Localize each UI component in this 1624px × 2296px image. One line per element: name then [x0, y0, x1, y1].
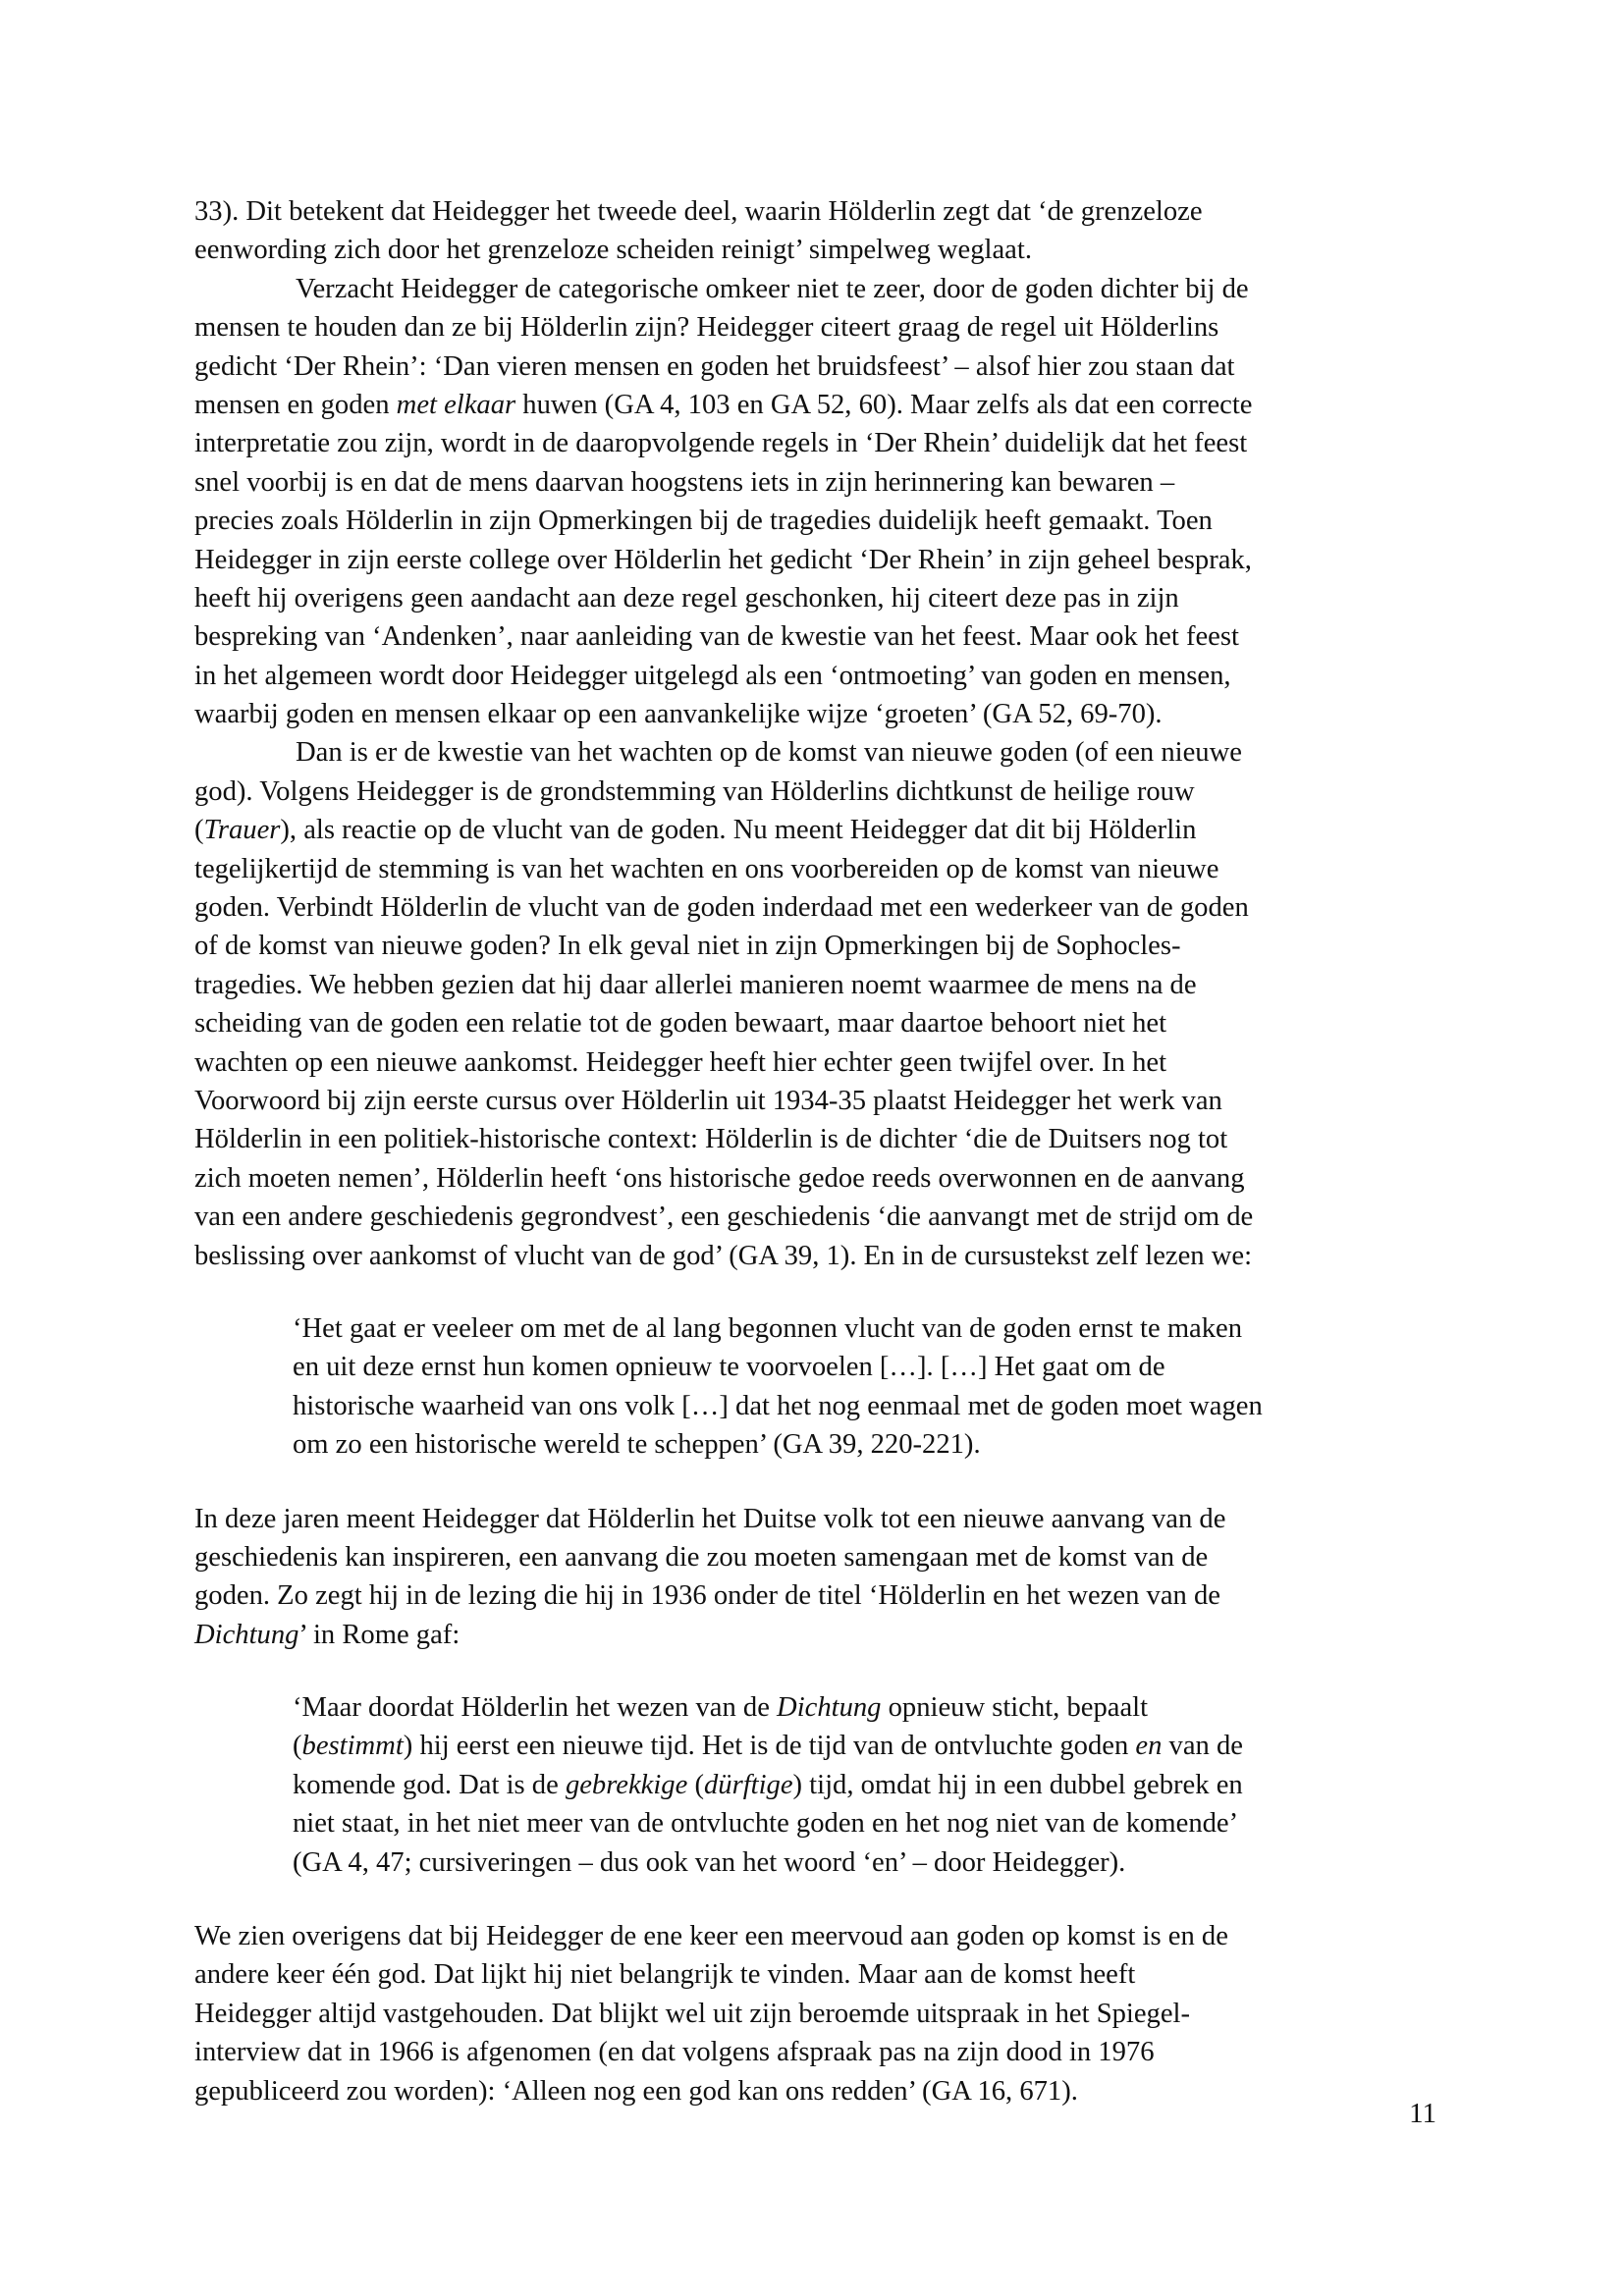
- text-segment: van de: [1162, 1731, 1243, 1762]
- text-segment: van een andere geschiedenis gegrondvest’, een geschiedenis ‘die aanvangt met de strijd om de: [194, 1201, 1254, 1233]
- text-line: [194, 2033, 1434, 2071]
- block-quote: [194, 1309, 1434, 1465]
- text-segment: Verzacht Heidegger de categorische omkeer niet te zeer, door de goden dichter bij de: [296, 273, 1249, 304]
- text-line: [194, 308, 1434, 347]
- text-segment: Dan is er de kwestie van het wachten op de komst van nieuwe goden (of een nieuwe: [296, 737, 1242, 769]
- text-line: [194, 579, 1434, 617]
- text-line: [194, 270, 1434, 308]
- text-segment: interview dat in 1966 is afgenomen (en dat volgens afspraak pas na zijn dood in 1976: [194, 2037, 1155, 2068]
- page-number: 11: [1409, 2098, 1436, 2129]
- italic-text: en: [1135, 1731, 1163, 1762]
- text-line: [194, 1348, 1434, 1386]
- text-line: [194, 1843, 1434, 1882]
- text-line: [194, 1120, 1434, 1158]
- text-segment: geschiedenis kan inspireren, een aanvang die zou moeten samengaan met de komst van de: [194, 1541, 1209, 1573]
- text-line: [194, 1917, 1434, 1955]
- text-line: [194, 541, 1434, 579]
- italic-text: Dichtung: [194, 1619, 299, 1650]
- text-segment: andere keer één god. Dat lijkt hij niet belangrijk te vinden. Maar aan de komst heeft: [194, 1959, 1136, 1991]
- paragraph: [194, 1500, 1434, 1655]
- text-line: [194, 192, 1434, 231]
- text-line: [194, 1387, 1434, 1425]
- text-line: [194, 1082, 1434, 1120]
- text-segment: goden. Verbindt Hölderlin de vlucht van de goden inderdaad met een wederkeer van de goden: [194, 892, 1249, 924]
- text-line: [194, 1043, 1434, 1082]
- text-line: [194, 1159, 1434, 1198]
- text-line: [194, 657, 1434, 695]
- text-line: [194, 1766, 1434, 1804]
- text-segment: goden. Zo zegt hij in de lezing die hij in 1936 onder de titel ‘Hölderlin en het wezen van de: [194, 1580, 1220, 1612]
- italic-text: Trauer: [203, 815, 281, 846]
- text-line: [194, 888, 1434, 927]
- text-line: [194, 773, 1434, 811]
- text-line: [194, 1804, 1434, 1842]
- text-line: [194, 2072, 1434, 2110]
- paragraph: [194, 733, 1434, 1274]
- text-line: [194, 424, 1434, 462]
- italic-text: met elkaar: [396, 389, 516, 420]
- text-segment: waarbij goden en mensen elkaar op een aanvankelijke wijze ‘groeten’ (GA 52, 69-70).: [194, 699, 1163, 730]
- text-segment: ‘Het gaat er veeleer om met de al lang begonnen vlucht van de goden ernst te maken: [293, 1312, 1243, 1344]
- text-line: [194, 617, 1434, 656]
- text-line: [194, 1237, 1434, 1275]
- paragraph-spacer: [194, 1275, 1434, 1309]
- text-segment: ) tijd, omdat hij in een dubbel gebrek en: [792, 1769, 1243, 1800]
- text-segment: Hölderlin in een politiek-historische context: Hölderlin is de dichter ‘die de Duitsers nog tot: [194, 1124, 1228, 1155]
- text-segment: Heidegger altijd vastgehouden. Dat blijkt wel uit zijn beroemde uitspraak in het Spiegel-: [194, 1998, 1191, 2029]
- text-segment: beslissing over aankomst of vlucht van de god’ (GA 39, 1). En in de cursustekst zelf lezen we:: [194, 1240, 1253, 1271]
- text-segment: (: [293, 1731, 302, 1762]
- text-line: [194, 502, 1434, 540]
- italic-text: gebrekkige: [565, 1769, 688, 1800]
- text-segment: interpretatie zou zijn, wordt in de daaropvolgende regels in ‘Der Rhein’ duidelijk dat het feest: [194, 428, 1248, 459]
- text-segment: scheiding van de goden een relatie tot de goden bewaart, maar daartoe behoort niet het: [194, 1008, 1167, 1040]
- text-line: [194, 850, 1434, 888]
- text-segment: of de komst van nieuwe goden? In elk geval niet in zijn Opmerkingen bij de Sophocles-: [194, 931, 1181, 962]
- text-segment: ’ in Rome gaf:: [298, 1619, 460, 1650]
- text-segment: 33). Dit betekent dat Heidegger het tweede deel, waarin Hölderlin zegt dat ‘de grenzeloze: [194, 196, 1203, 227]
- text-segment: (GA 4, 47; cursiveringen – dus ook van het woord ‘en’ – door Heidegger).: [293, 1846, 1126, 1878]
- text-line: [194, 733, 1434, 772]
- text-line: [194, 1198, 1434, 1236]
- text-segment: mensen te houden dan ze bij Hölderlin zijn? Heidegger citeert graag de regel uit Hölderlins: [194, 312, 1219, 344]
- text-line: [194, 463, 1434, 502]
- text-line: [194, 1004, 1434, 1042]
- text-segment: Heidegger in zijn eerste college over Hölderlin het gedicht ‘Der Rhein’ in zijn geheel besprak,: [194, 544, 1252, 575]
- text-segment: en uit deze ernst hun komen opnieuw te voorvoelen […]. […] Het gaat om de: [293, 1352, 1165, 1383]
- text-line: [194, 347, 1434, 386]
- text-line: [194, 1425, 1434, 1464]
- text-line: [194, 1616, 1434, 1654]
- text-segment: ), als reactie op de vlucht van de goden. Nu meent Heidegger dat dit bij Hölderlin: [280, 815, 1197, 846]
- text-segment: komende god. Dat is de: [293, 1769, 566, 1800]
- text-line: [194, 966, 1434, 1004]
- text-line: [194, 386, 1434, 424]
- paragraph-spacer: [194, 1882, 1434, 1917]
- text-line: [194, 1688, 1434, 1727]
- text-segment: mensen en goden: [194, 389, 397, 420]
- text-segment: ‘Maar doordat Hölderlin het wezen van de: [293, 1692, 778, 1724]
- text-segment: eenwording zich door het grenzeloze scheiden reinigt’ simpelweg weglaat.: [194, 235, 1032, 266]
- text-line: [194, 231, 1434, 269]
- text-line: [194, 1576, 1434, 1615]
- text-segment: In deze jaren meent Heidegger dat Hölderlin het Duitse volk tot een nieuwe aanvang van de: [194, 1503, 1226, 1534]
- italic-text: bestimmt: [301, 1731, 404, 1762]
- text-line: [194, 1309, 1434, 1348]
- text-line: [194, 811, 1434, 849]
- text-segment: ) hij eerst een nieuwe tijd. Het is de tijd van de ontvluchte goden: [403, 1731, 1136, 1762]
- text-line: [194, 1955, 1434, 1994]
- italic-text: dürftige: [703, 1769, 793, 1800]
- text-segment: god). Volgens Heidegger is de grondstemming van Hölderlins dichtkunst de heilige rouw: [194, 775, 1195, 807]
- text-segment: tragedies. We hebben gezien dat hij daar allerlei manieren noemt waarmee de mens na de: [194, 969, 1197, 1000]
- text-segment: (: [687, 1769, 704, 1800]
- body-text: [194, 192, 1434, 2110]
- text-segment: zich moeten nemen’, Hölderlin heeft ‘ons historische gedoe reeds overwonnen en de aanvang: [194, 1162, 1245, 1194]
- text-segment: gedicht ‘Der Rhein’: ‘Dan vieren mensen en goden het bruidsfeest’ – alsof hier zou staan dat: [194, 350, 1235, 382]
- block-quote: [194, 1688, 1434, 1882]
- paragraph-spacer: [194, 1465, 1434, 1500]
- text-segment: Voorwoord bij zijn eerste cursus over Hölderlin uit 1934-35 plaatst Heidegger het werk van: [194, 1085, 1222, 1116]
- text-line: [194, 695, 1434, 733]
- text-segment: opnieuw sticht, bepaalt: [881, 1692, 1149, 1724]
- text-segment: om zo een historische wereld te scheppen’ (GA 39, 220-221).: [293, 1429, 981, 1461]
- paragraph: [194, 270, 1434, 734]
- text-line: [194, 927, 1434, 965]
- text-segment: (: [194, 815, 204, 846]
- paragraph: [194, 192, 1434, 270]
- text-segment: gepubliceerd zou worden): ‘Alleen nog een god kan ons redden’ (GA 16, 671).: [194, 2075, 1078, 2107]
- text-line: [194, 1500, 1434, 1538]
- text-segment: heeft hij overigens geen aandacht aan deze regel geschonken, hij citeert deze pas in zijn: [194, 582, 1179, 614]
- paragraph: [194, 1917, 1434, 2110]
- text-segment: snel voorbij is en dat de mens daarvan hoogstens iets in zijn herinnering kan bewaren –: [194, 466, 1175, 498]
- text-line: [194, 1538, 1434, 1576]
- text-line: [194, 1727, 1434, 1765]
- text-line: [194, 1995, 1434, 2033]
- italic-text: Dichtung: [777, 1692, 882, 1724]
- text-segment: historische waarheid van ons volk […] dat het nog eenmaal met de goden moet wagen: [293, 1390, 1263, 1421]
- text-segment: huwen (GA 4, 103 en GA 52, 60). Maar zelfs als dat een correcte: [515, 389, 1253, 420]
- paragraph-spacer: [194, 1654, 1434, 1688]
- text-segment: tegelijkertijd de stemming is van het wachten en ons voorbereiden op de komst van nieuwe: [194, 853, 1219, 884]
- text-segment: precies zoals Hölderlin in zijn Opmerkingen bij de tragedies duidelijk heeft gemaakt. Toen: [194, 506, 1213, 537]
- text-segment: niet staat, in het niet meer van de ontvluchte goden en het nog niet van de komende’: [293, 1808, 1239, 1840]
- text-segment: in het algemeen wordt door Heidegger uitgelegd als een ‘ontmoeting’ van goden en mensen,: [194, 660, 1231, 691]
- text-segment: wachten op een nieuwe aankomst. Heidegger heeft hier echter geen twijfel over. In het: [194, 1046, 1167, 1078]
- text-segment: We zien overigens dat bij Heidegger de ene keer een meervoud aan goden op komst is en de: [194, 1921, 1228, 1952]
- text-segment: bespreking van ‘Andenken’, naar aanleiding van de kwestie van het feest. Maar ook het feest: [194, 621, 1239, 653]
